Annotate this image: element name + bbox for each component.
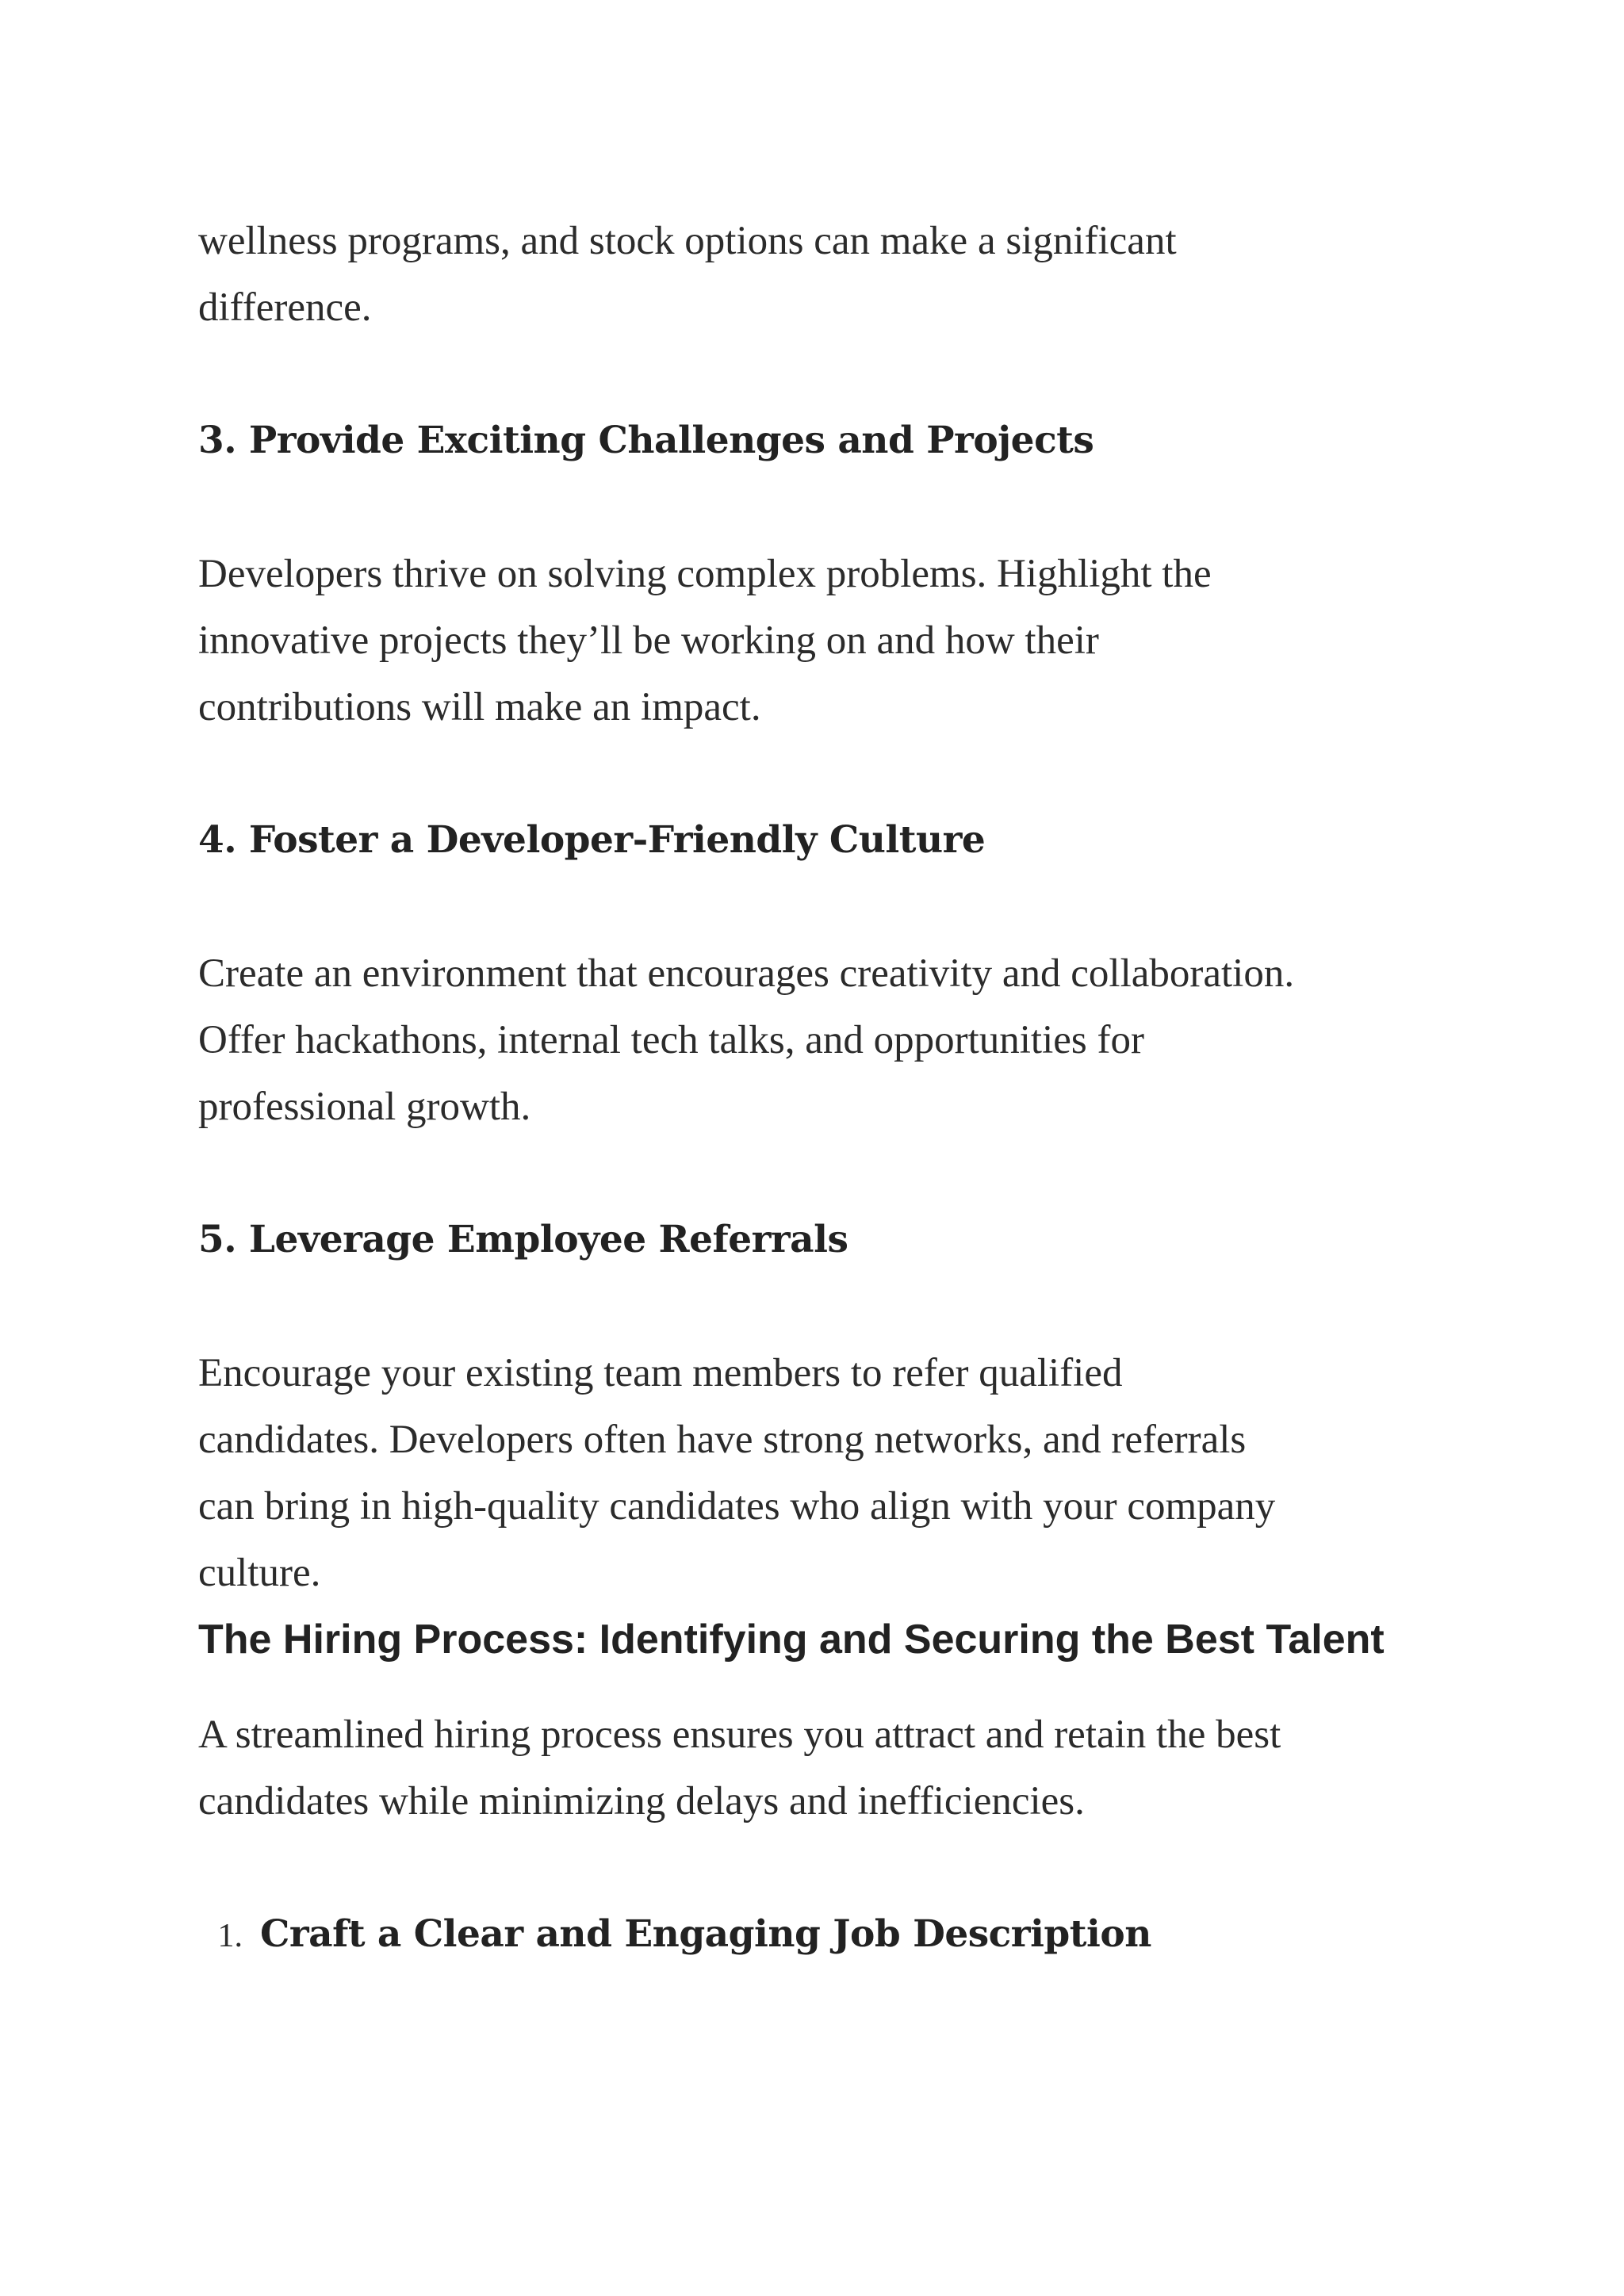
list-item-title: Craft a Clear and Engaging Job Description bbox=[260, 1912, 1151, 1956]
paragraph-line: candidates while minimizing delays and inefficiencies. bbox=[198, 1779, 1085, 1823]
paragraph-line: Developers thrive on solving complex problems. Highlight the bbox=[198, 552, 1212, 596]
paragraph-line: Encourage your existing team members to refer qualified bbox=[198, 1351, 1123, 1395]
hiring-paragraph bbox=[198, 1701, 1467, 1835]
paragraph-line: wellness programs, and stock options can make a significant bbox=[198, 219, 1177, 263]
hiring-steps-list bbox=[198, 1901, 1467, 1968]
document-page bbox=[198, 208, 1467, 1968]
paragraph-line: contributions will make an impact. bbox=[198, 685, 761, 729]
paragraph-line: professional growth. bbox=[198, 1085, 531, 1129]
paragraph-line: Create an environment that encourages creativity and collaboration. bbox=[198, 951, 1295, 996]
paragraph-line: can bring in high-quality candidates who align with your company bbox=[198, 1484, 1276, 1529]
hiring-process-heading: The Hiring Process: Identifying and Securing the Best Talent bbox=[198, 1617, 1385, 1663]
paragraph-line: A streamlined hiring process ensures you attract and retain the best bbox=[198, 1712, 1281, 1757]
list-item-number: 1. bbox=[217, 1918, 243, 1954]
section-heading-4: 4. Foster a Developer-Friendly Culture bbox=[198, 818, 986, 862]
section-heading-3: 3. Provide Exciting Challenges and Projects bbox=[198, 419, 1094, 462]
paragraph-line: candidates. Developers often have strong networks, and referrals bbox=[198, 1418, 1247, 1462]
paragraph-line: culture. bbox=[198, 1551, 321, 1595]
section-3-paragraph bbox=[198, 541, 1467, 740]
section-heading-5: 5. Leverage Employee Referrals bbox=[198, 1218, 848, 1261]
paragraph-line: difference. bbox=[198, 285, 372, 330]
paragraph-line: Offer hackathons, internal tech talks, and opportunities for bbox=[198, 1018, 1144, 1062]
intro-paragraph bbox=[198, 208, 1467, 341]
section-4-paragraph bbox=[198, 940, 1467, 1140]
list-item bbox=[198, 1901, 1151, 1968]
paragraph-line: innovative projects they’ll be working on and how their bbox=[198, 618, 1099, 663]
section-5-paragraph bbox=[198, 1340, 1467, 1606]
